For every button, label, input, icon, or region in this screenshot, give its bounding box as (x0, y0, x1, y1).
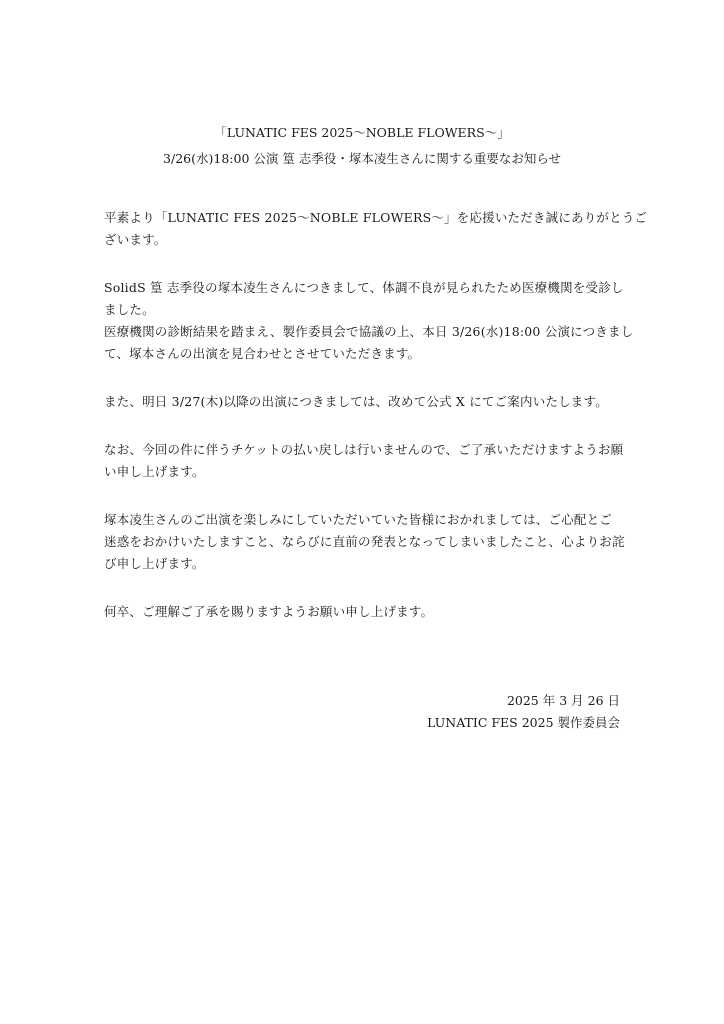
paragraph-closing (104, 601, 624, 623)
body-line: 何卒、ご理解ご了承を賜りますようお願い申し上げます。 (104, 604, 434, 619)
paragraph-apology (104, 509, 624, 575)
notice-title (0, 120, 724, 172)
body-line: SolidS 篁 志季役の塚本凌生さんにつきまして、体調不良が見られたため医療機関を受診し (104, 280, 624, 295)
body-line: ざいます。 (104, 232, 167, 247)
signature-date: 2025 年 3 月 26 日 (506, 693, 620, 708)
body-line: 塚本凌生さんのご出演を楽しみにしていただいていた皆様におかれましては、ご心配とご (104, 512, 613, 527)
body-line: て、塚本さんの出演を見合わせとさせていただきます。 (104, 346, 421, 361)
body-line: なお、今回の件に伴うチケットの払い戻しは行いませんので、ご了承いただけますようお願 (104, 442, 624, 457)
paragraph-refund (104, 439, 624, 483)
body-line: び申し上げます。 (104, 556, 205, 571)
signature-organization: LUNATIC FES 2025 製作委員会 (427, 715, 620, 730)
body-line: また、明日 3/27(木)以降の出演につきましては、改めて公式 X にてご案内いたします。 (104, 394, 608, 409)
body-line: い申し上げます。 (104, 464, 205, 479)
paragraph-greeting (104, 207, 648, 251)
body-line: ました。 (104, 302, 155, 317)
body-line: 迷惑をおかけいたしますこと、ならびに直前の発表となってしまいましたこと、心よりお詫 (104, 534, 625, 549)
paragraph-cancellation (104, 277, 634, 365)
body-line: 医療機関の診断結果を踏まえ、製作委員会で協議の上、本日 3/26(水)18:00 公演につきまし (104, 324, 634, 339)
body-line: 平素より「LUNATIC FES 2025〜NOBLE FLOWERS〜」を応援いただき誠にありがとうご (104, 210, 648, 225)
paragraph-future-appearances (104, 391, 624, 413)
notice-body (104, 207, 648, 649)
signature-block (427, 690, 620, 734)
title-subject: 3/26(水)18:00 公演 篁 志季役・塚本凌生さんに関する重要なお知らせ (163, 151, 561, 166)
title-event-name: 「LUNATIC FES 2025〜NOBLE FLOWERS〜」 (214, 125, 510, 140)
